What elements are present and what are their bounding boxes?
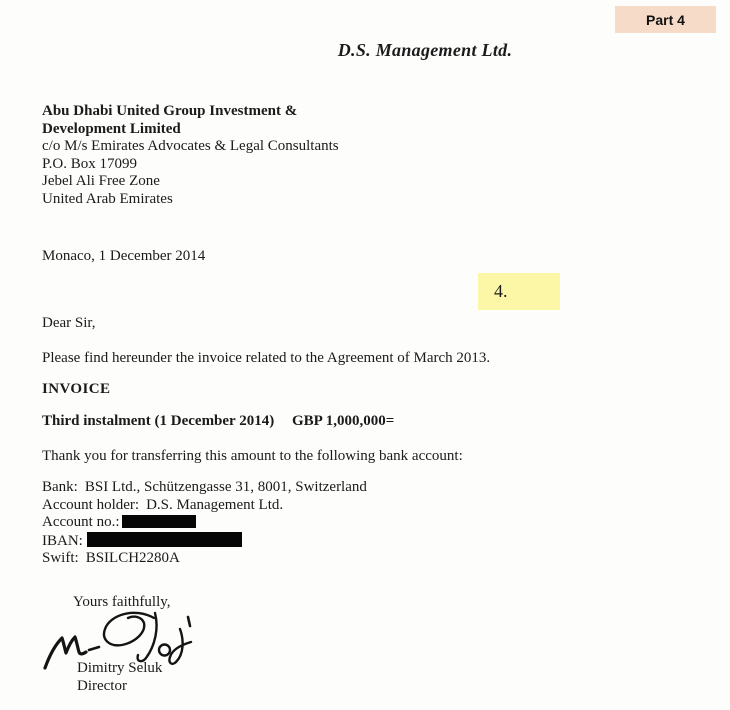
recipient-line: Development Limited (42, 120, 181, 137)
recipient-line: c/o M/s Emirates Advocates & Legal Consultants (42, 138, 339, 154)
swift-row (42, 550, 367, 568)
recipient-line: United Arab Emirates (42, 190, 173, 207)
bank-label: Bank: (42, 479, 78, 495)
iban-row (42, 532, 367, 551)
iban-label: IBAN: (42, 532, 83, 549)
page-note (478, 273, 560, 310)
instalment-row (42, 413, 662, 430)
invoice-heading: INVOICE (42, 381, 111, 397)
instalment-amount: GBP 1,000,000= (292, 413, 395, 429)
letterhead-title: D.S. Management Ltd. (337, 40, 513, 60)
signer-name: Dimitry Seluk (77, 660, 163, 676)
valediction: Yours faithfully, (73, 594, 171, 610)
account-holder-row (42, 497, 367, 515)
part-badge (615, 6, 716, 33)
swift-label: Swift: (42, 550, 79, 567)
signer-role: Director (77, 678, 127, 694)
account-number-redaction-bar (122, 515, 196, 528)
bank-row (42, 479, 367, 497)
recipient-address-block (42, 103, 339, 208)
bank-value: BSI Ltd., Schützengasse 31, 8001, Switzerland (84, 479, 367, 495)
transfer-instruction: Thank you for transferring this amount to the following bank account: (42, 448, 463, 464)
account-holder-label: Account holder: (42, 496, 140, 513)
iban-redaction-bar (87, 532, 242, 547)
recipient-line: Abu Dhabi United Group Investment & (42, 103, 298, 119)
page-note-label: 4. (494, 281, 508, 301)
salutation: Dear Sir, (42, 315, 96, 331)
bank-details-block (42, 479, 367, 568)
account-number-label: Account no.: (42, 514, 120, 531)
intro-paragraph: Please find hereunder the invoice related to the Agreement of March 2013. (42, 350, 491, 366)
place-date-line: Monaco, 1 December 2014 (42, 248, 206, 264)
account-number-row (42, 514, 367, 532)
recipient-line: P.O. Box 17099 (42, 155, 138, 172)
part-badge-label: Part 4 (646, 11, 685, 28)
recipient-line: Jebel Ali Free Zone (42, 173, 160, 189)
swift-value: BSILCH2280A (85, 550, 180, 567)
account-holder-value: D.S. Management Ltd. (146, 496, 284, 513)
instalment-label: Third instalment (1 December 2014) (42, 413, 275, 429)
